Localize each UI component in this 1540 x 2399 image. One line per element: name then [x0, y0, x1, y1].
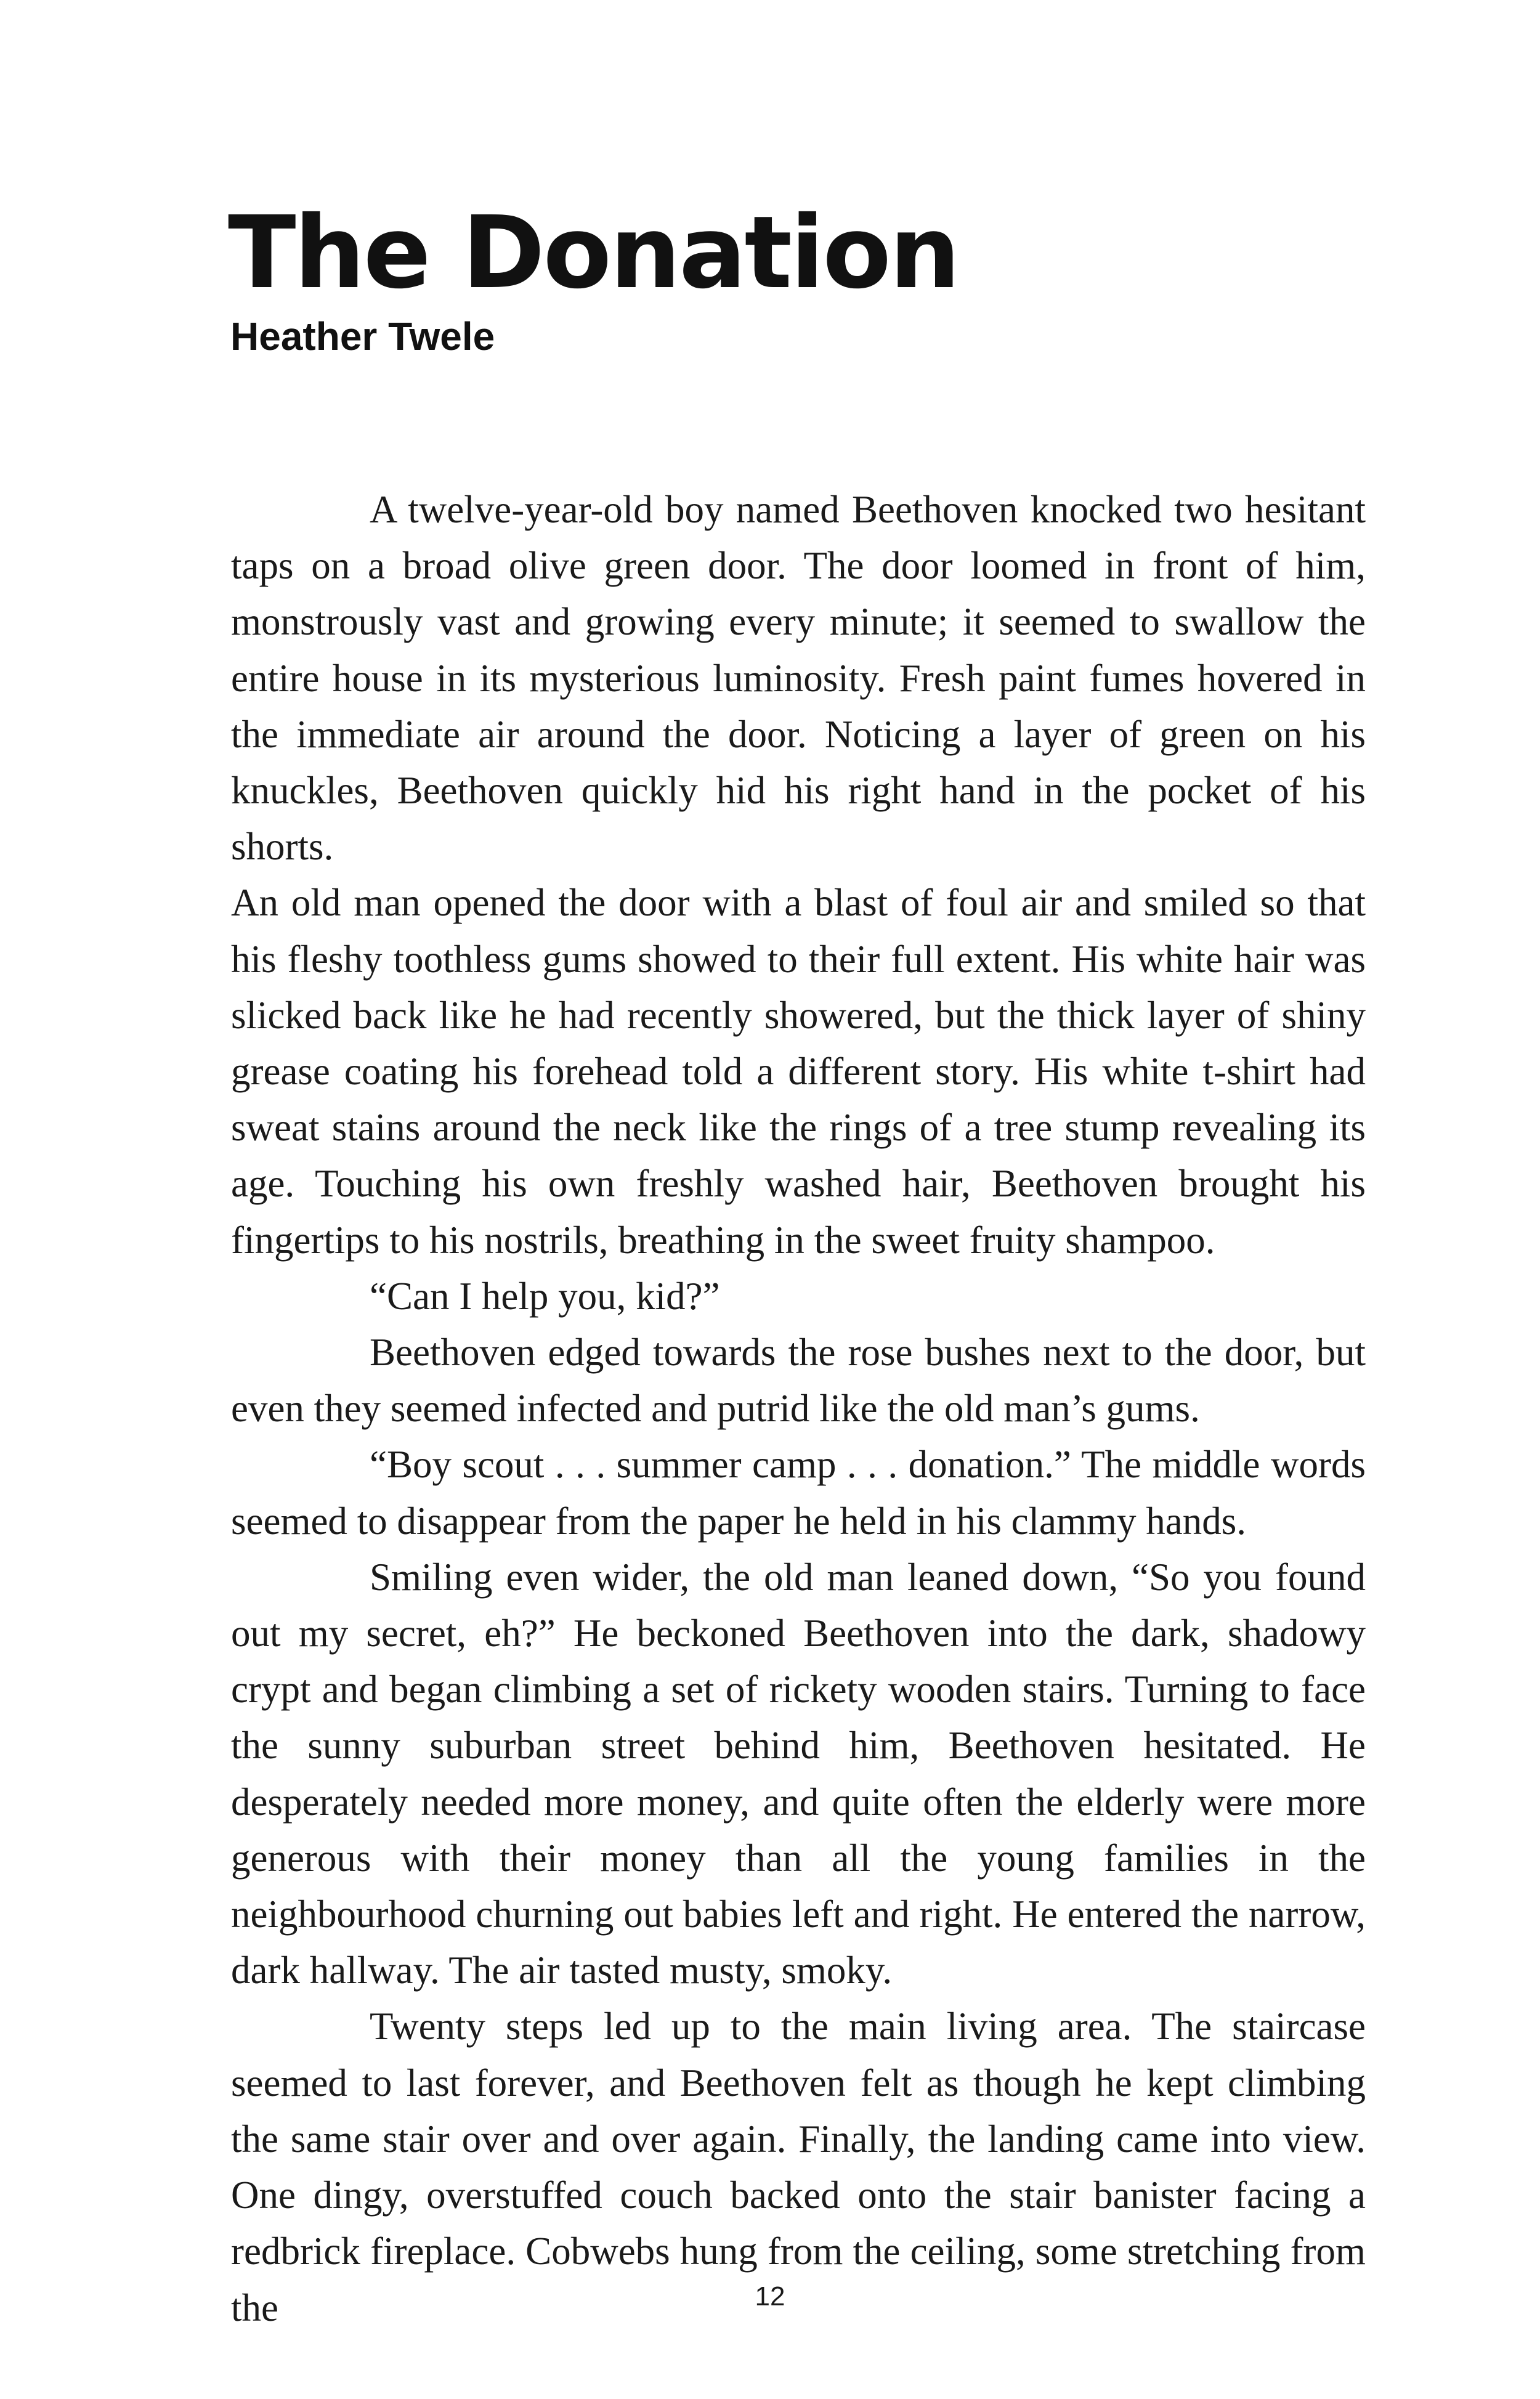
- story-author: Heather Twele: [230, 314, 495, 359]
- story-title: The Donation: [228, 195, 959, 311]
- paragraph-3: “Can I help you, kid?”: [370, 1274, 720, 1318]
- paragraph-5: “Boy scout . . . summer camp . . . donation.” The middle words seemed to disappear from the paper he held in his clammy hands.: [231, 1443, 1366, 1543]
- paragraph-1: A twelve-year-old boy named Beethoven knocked two hesitant taps on a broad olive green door. The door loomed in front of him, monstrously vast and growing every minute; it seemed to swallow the entire house in its mysterious luminosity. Fresh paint fumes hovered in the immediate air around the door. Noticing a layer of green on his knuckles, Beethoven quickly hid his right hand in the pocket of his shorts.: [231, 488, 1366, 869]
- paragraph-6: Smiling even wider, the old man leaned down, “So you found out my secret, eh?” He beckoned Beethoven into the dark, shadowy crypt and began climbing a set of rickety wooden stairs. Turning to face the sunny suburban street behind him, Beethoven hesitated. He desperately needed more money, and quite often the elderly were more generous with their money than all the young families in the neighbourhood churning out babies left and right. He entered the narrow, dark hallway. The air tasted musty, smoky.: [231, 1555, 1366, 1992]
- page-number: 12: [755, 2281, 785, 2312]
- paragraph-2: An old man opened the door with a blast of foul air and smiled so that his fleshy toothless gums showed to their full extent. His white hair was slicked back like he had recently showered, but the thick layer of shiny grease coating his forehead told a different story. His white t-shirt had sweat stains around the neck like the rings of a tree stump revealing its age. Touching his own freshly washed hair, Beethoven brought his fingertips to his nostrils, breathing in the sweet fruity shampoo.: [231, 881, 1366, 1262]
- paragraph-7: Twenty steps led up to the main living area. The staircase seemed to last forever, and Beethoven felt as though he kept climbing the same stair over and over again. Finally, the landing came into view. One dingy, overstuffed couch backed onto the stair banister facing a redbrick fireplace. Cobwebs hung from the ceiling, some stretching from the: [231, 2005, 1366, 2329]
- story-body: [231, 482, 1366, 2336]
- paragraph-4: Beethoven edged towards the rose bushes next to the door, but even they seemed infected and putrid like the old man’s gums.: [231, 1331, 1366, 1431]
